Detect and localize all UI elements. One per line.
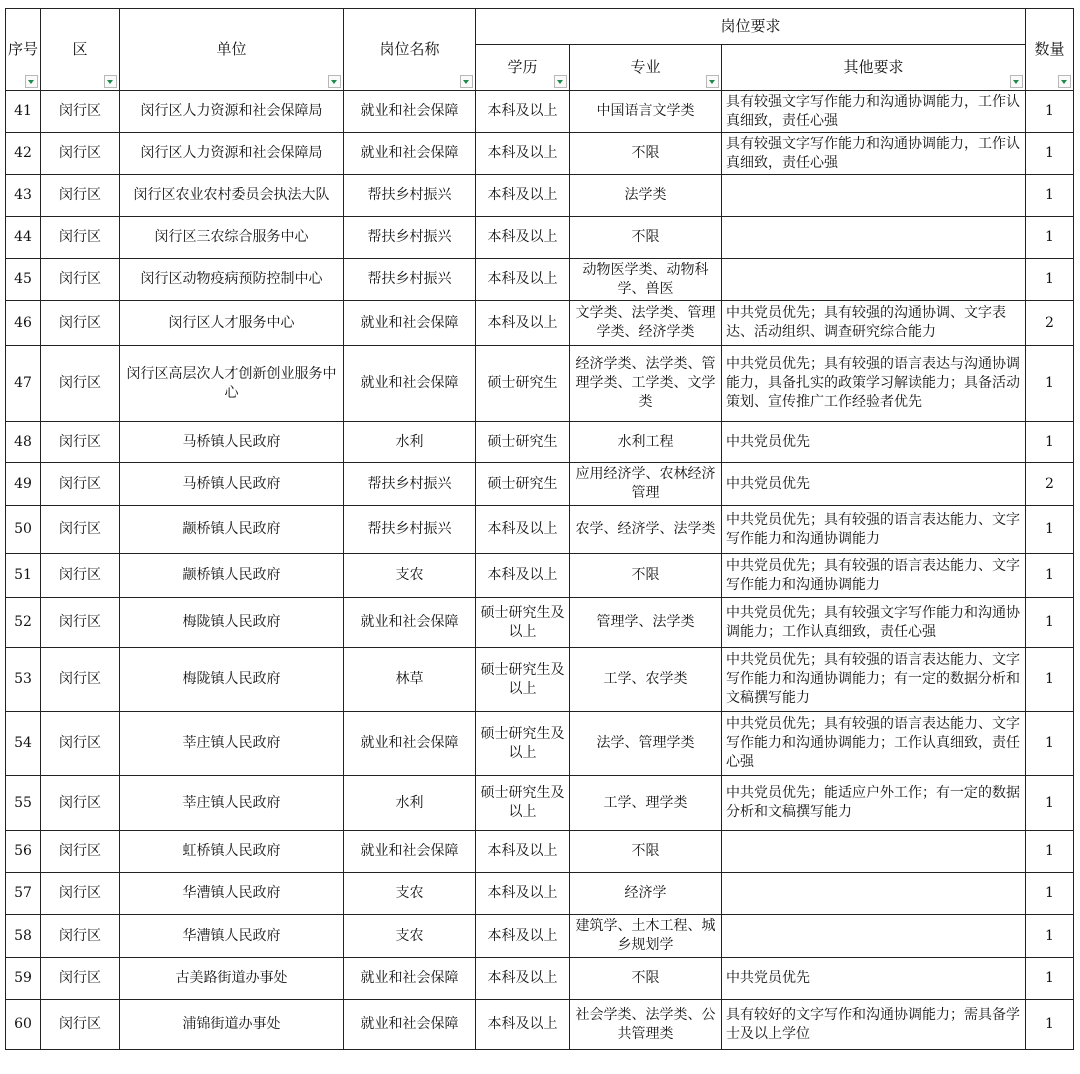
cell-other: 中共党员优先；能适应户外工作；有一定的数据分析和文稿撰写能力 [722,776,1026,831]
cell-count: 1 [1026,506,1074,554]
cell-unit: 梅陇镇人民政府 [120,598,344,648]
cell-district: 闵行区 [41,422,120,463]
cell-other: 中共党员优先；具有较强的沟通协调、文字表达、活动组织、调查研究综合能力 [722,301,1026,346]
cell-district: 闵行区 [41,346,120,422]
cell-major: 不限 [570,133,722,175]
header-education-label: 学历 [507,58,538,76]
cell-unit: 马桥镇人民政府 [120,463,344,506]
cell-position: 就业和社会保障 [344,133,476,175]
cell-seq: 50 [6,506,41,554]
header-requirements-group [476,9,1026,45]
cell-other [722,873,1026,915]
cell-seq: 57 [6,873,41,915]
cell-seq: 56 [6,831,41,873]
table-row [6,831,1074,873]
cell-seq: 45 [6,259,41,301]
cell-education: 本科及以上 [476,831,570,873]
cell-position: 支农 [344,915,476,958]
cell-district: 闵行区 [41,873,120,915]
table-row [6,776,1074,831]
cell-other: 中共党员优先；具有较强的语言表达能力、文字写作能力和沟通协调能力 [722,506,1026,554]
cell-unit: 颛桥镇人民政府 [120,554,344,598]
cell-education: 硕士研究生及以上 [476,598,570,648]
cell-count: 2 [1026,301,1074,346]
cell-position: 就业和社会保障 [344,91,476,133]
table-row [6,346,1074,422]
header-other-label: 其他要求 [843,58,904,76]
header-position [344,9,476,91]
cell-position: 就业和社会保障 [344,346,476,422]
filter-dropdown-position[interactable] [460,75,473,88]
cell-seq: 42 [6,133,41,175]
cell-district: 闵行区 [41,554,120,598]
cell-count: 1 [1026,598,1074,648]
header-education [476,45,570,91]
table-row [6,175,1074,217]
cell-other: 中共党员优先 [722,463,1026,506]
cell-other [722,217,1026,259]
cell-position: 支农 [344,873,476,915]
cell-education: 本科及以上 [476,554,570,598]
cell-position: 帮扶乡村振兴 [344,463,476,506]
cell-major: 水利工程 [570,422,722,463]
cell-count: 1 [1026,175,1074,217]
cell-count: 1 [1026,1000,1074,1050]
cell-count: 1 [1026,776,1074,831]
cell-count: 1 [1026,346,1074,422]
cell-other: 中共党员优先；具有较强的语言表达能力、文字写作能力和沟通协调能力；有一定的数据分析和文稿撰写能力 [722,648,1026,712]
cell-major: 应用经济学、农林经济管理 [570,463,722,506]
filter-dropdown-seq[interactable] [25,75,38,88]
cell-position: 帮扶乡村振兴 [344,175,476,217]
cell-seq: 49 [6,463,41,506]
cell-seq: 53 [6,648,41,712]
cell-education: 本科及以上 [476,506,570,554]
cell-unit: 华漕镇人民政府 [120,915,344,958]
table-row [6,1000,1074,1050]
cell-count: 1 [1026,133,1074,175]
cell-other: 具有较好的文字写作和沟通协调能力；需具备学士及以上学位 [722,1000,1026,1050]
cell-seq: 58 [6,915,41,958]
cell-major: 管理学、法学类 [570,598,722,648]
cell-education: 本科及以上 [476,217,570,259]
header-major-label: 专业 [630,58,661,76]
cell-other: 中共党员优先；具有较强文字写作能力和沟通协调能力；工作认真细致，责任心强 [722,598,1026,648]
cell-education: 本科及以上 [476,175,570,217]
cell-unit: 梅陇镇人民政府 [120,648,344,712]
cell-seq: 43 [6,175,41,217]
cell-major: 农学、经济学、法学类 [570,506,722,554]
cell-major: 经济学类、法学类、管理学类、工学类、文学类 [570,346,722,422]
table-row [6,506,1074,554]
cell-unit: 闵行区人力资源和社会保障局 [120,133,344,175]
filter-dropdown-other[interactable] [1010,75,1023,88]
cell-education: 本科及以上 [476,259,570,301]
table-row [6,259,1074,301]
cell-seq: 51 [6,554,41,598]
cell-unit: 颛桥镇人民政府 [120,506,344,554]
cell-position: 就业和社会保障 [344,1000,476,1050]
cell-count: 1 [1026,91,1074,133]
cell-district: 闵行区 [41,217,120,259]
cell-education: 硕士研究生 [476,346,570,422]
cell-count: 1 [1026,958,1074,1000]
cell-district: 闵行区 [41,301,120,346]
cell-count: 1 [1026,422,1074,463]
cell-major: 社会学类、法学类、公共管理类 [570,1000,722,1050]
cell-count: 1 [1026,915,1074,958]
cell-major: 不限 [570,831,722,873]
header-count-label: 数量 [1034,40,1065,58]
cell-count: 1 [1026,873,1074,915]
cell-seq: 54 [6,712,41,776]
cell-seq: 59 [6,958,41,1000]
cell-education: 硕士研究生及以上 [476,776,570,831]
cell-position: 就业和社会保障 [344,831,476,873]
cell-count: 1 [1026,712,1074,776]
cell-seq: 47 [6,346,41,422]
cell-major: 不限 [570,217,722,259]
filter-dropdown-major[interactable] [706,75,719,88]
cell-seq: 60 [6,1000,41,1050]
cell-count: 1 [1026,259,1074,301]
cell-education: 硕士研究生 [476,463,570,506]
cell-major: 建筑学、土木工程、城乡规划学 [570,915,722,958]
cell-position: 支农 [344,554,476,598]
cell-other: 中共党员优先；具有较强的语言表达能力、文字写作能力和沟通协调能力 [722,554,1026,598]
cell-district: 闵行区 [41,463,120,506]
cell-other: 中共党员优先；具有较强的语言表达与沟通协调能力，具备扎实的政策学习解读能力；具备活动策划、宣传推广工作经验者优先 [722,346,1026,422]
table-row [6,598,1074,648]
cell-unit: 华漕镇人民政府 [120,873,344,915]
cell-unit: 闵行区动物疫病预防控制中心 [120,259,344,301]
cell-position: 帮扶乡村振兴 [344,259,476,301]
table-row [6,712,1074,776]
cell-district: 闵行区 [41,175,120,217]
cell-district: 闵行区 [41,712,120,776]
cell-education: 本科及以上 [476,91,570,133]
cell-other [722,175,1026,217]
table-row [6,422,1074,463]
cell-major: 中国语言文学类 [570,91,722,133]
cell-major: 不限 [570,554,722,598]
cell-position: 林草 [344,648,476,712]
cell-district: 闵行区 [41,831,120,873]
cell-other: 具有较强文字写作能力和沟通协调能力，工作认真细致，责任心强 [722,133,1026,175]
cell-major: 经济学 [570,873,722,915]
cell-education: 本科及以上 [476,1000,570,1050]
cell-unit: 闵行区三农综合服务中心 [120,217,344,259]
cell-seq: 48 [6,422,41,463]
header-count [1026,9,1074,91]
cell-education: 本科及以上 [476,301,570,346]
cell-major: 法学、管理学类 [570,712,722,776]
cell-unit: 莘庄镇人民政府 [120,712,344,776]
cell-position: 就业和社会保障 [344,301,476,346]
table-row [6,554,1074,598]
cell-unit: 闵行区农业农村委员会执法大队 [120,175,344,217]
table-row [6,133,1074,175]
cell-district: 闵行区 [41,1000,120,1050]
cell-major: 工学、理学类 [570,776,722,831]
table-row [6,873,1074,915]
cell-education: 硕士研究生及以上 [476,712,570,776]
cell-position: 就业和社会保障 [344,712,476,776]
cell-unit: 虹桥镇人民政府 [120,831,344,873]
cell-major: 文学类、法学类、管理学类、经济学类 [570,301,722,346]
table-row [6,648,1074,712]
cell-major: 法学类 [570,175,722,217]
header-seq [6,9,41,91]
cell-position: 就业和社会保障 [344,598,476,648]
cell-position: 水利 [344,776,476,831]
cell-seq: 46 [6,301,41,346]
cell-unit: 闵行区人力资源和社会保障局 [120,91,344,133]
cell-district: 闵行区 [41,506,120,554]
header-unit [120,9,344,91]
cell-unit: 闵行区人才服务中心 [120,301,344,346]
table-row [6,463,1074,506]
filter-dropdown-district[interactable] [104,75,117,88]
cell-education: 硕士研究生 [476,422,570,463]
header-district [41,9,120,91]
header-other [722,45,1026,91]
table-row [6,915,1074,958]
cell-unit: 莘庄镇人民政府 [120,776,344,831]
cell-district: 闵行区 [41,91,120,133]
cell-major: 动物医学类、动物科学、兽医 [570,259,722,301]
cell-district: 闵行区 [41,648,120,712]
cell-unit: 浦锦街道办事处 [120,1000,344,1050]
cell-education: 本科及以上 [476,133,570,175]
cell-count: 1 [1026,648,1074,712]
table-row [6,301,1074,346]
table-row [6,958,1074,1000]
table-row [6,217,1074,259]
cell-education: 本科及以上 [476,958,570,1000]
cell-education: 本科及以上 [476,915,570,958]
cell-other: 中共党员优先；具有较强的语言表达能力、文字写作能力和沟通协调能力；工作认真细致，责任心强 [722,712,1026,776]
cell-other: 中共党员优先 [722,422,1026,463]
filter-dropdown-count[interactable] [1058,75,1071,88]
cell-district: 闵行区 [41,915,120,958]
cell-position: 帮扶乡村振兴 [344,506,476,554]
header-position-label: 岗位名称 [379,40,440,58]
cell-other [722,259,1026,301]
header-major [570,45,722,91]
cell-unit: 马桥镇人民政府 [120,422,344,463]
cell-other [722,915,1026,958]
cell-count: 2 [1026,463,1074,506]
header-requirements-label: 岗位要求 [720,17,781,35]
cell-unit: 古美路街道办事处 [120,958,344,1000]
header-district-label: 区 [72,40,88,58]
cell-district: 闵行区 [41,133,120,175]
filter-dropdown-education[interactable] [554,75,567,88]
cell-district: 闵行区 [41,598,120,648]
cell-position: 帮扶乡村振兴 [344,217,476,259]
table-body [6,91,1074,1050]
filter-dropdown-unit[interactable] [328,75,341,88]
header-unit-label: 单位 [216,40,247,58]
cell-district: 闵行区 [41,958,120,1000]
cell-major: 不限 [570,958,722,1000]
cell-count: 1 [1026,831,1074,873]
header-seq-label: 序号 [8,40,39,58]
cell-seq: 41 [6,91,41,133]
cell-count: 1 [1026,217,1074,259]
cell-district: 闵行区 [41,259,120,301]
cell-education: 本科及以上 [476,873,570,915]
cell-other: 具有较强文字写作能力和沟通协调能力，工作认真细致，责任心强 [722,91,1026,133]
cell-unit: 闵行区高层次人才创新创业服务中心 [120,346,344,422]
cell-position: 就业和社会保障 [344,958,476,1000]
cell-seq: 52 [6,598,41,648]
recruitment-table [5,8,1074,1050]
cell-other [722,831,1026,873]
cell-education: 硕士研究生及以上 [476,648,570,712]
cell-seq: 55 [6,776,41,831]
table-row [6,91,1074,133]
cell-count: 1 [1026,554,1074,598]
cell-major: 工学、农学类 [570,648,722,712]
cell-district: 闵行区 [41,776,120,831]
cell-seq: 44 [6,217,41,259]
cell-position: 水利 [344,422,476,463]
cell-other: 中共党员优先 [722,958,1026,1000]
